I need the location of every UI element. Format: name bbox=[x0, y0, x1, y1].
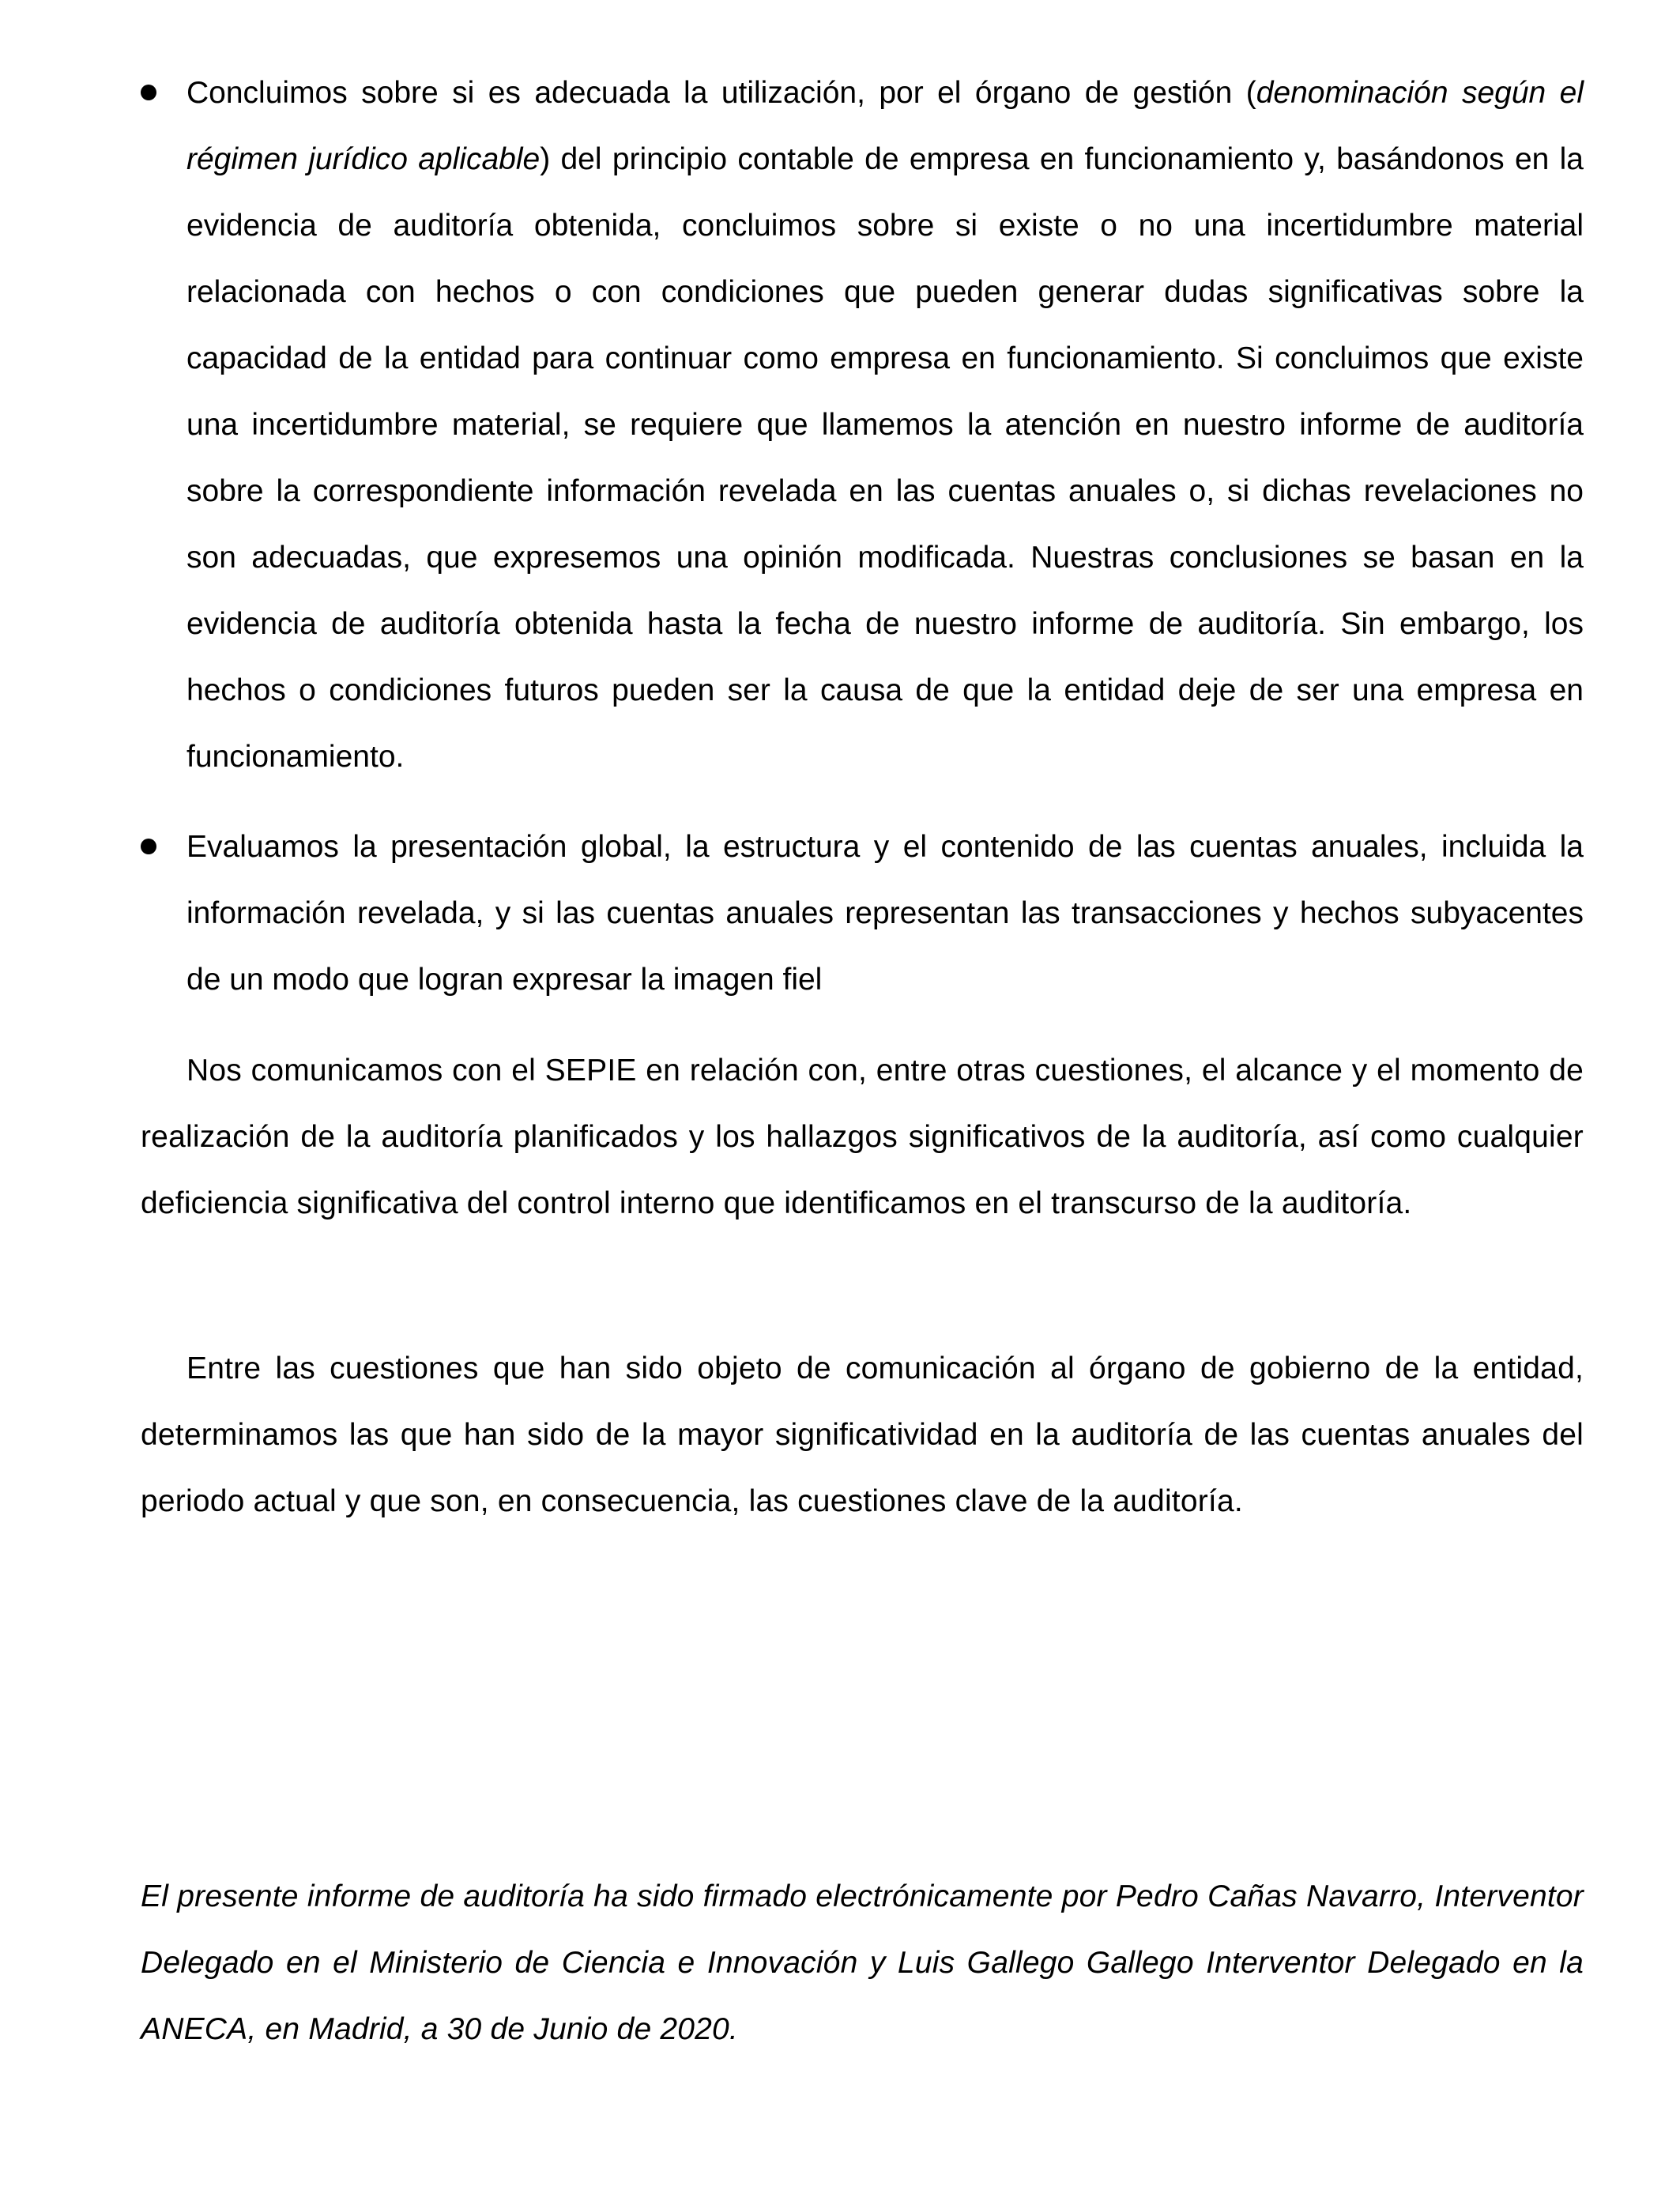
signature-statement: El presente informe de auditoría ha sido firmado electrónicamente por Pedro Cañas Navarro, Interventor Delegado en el Ministerio de Ciencia e Innovación y Luis Gallego Gallego Interventor Delegado en la ANECA, en Madrid, a 30 de Junio de 2020. bbox=[141, 1879, 1584, 2046]
bullet-icon bbox=[141, 85, 156, 100]
paragraph-key-matters: Entre las cuestiones que han sido objeto de comunicación al órgano de gobierno de la entidad, determinamos las que han sido de la mayor significatividad en la auditoría de las cuentas anuales del periodo actual y que son, en consecuencia, las cuestiones clave de la auditoría. bbox=[141, 1351, 1584, 1518]
bullet-text: Evaluamos la presentación global, la estructura y el contenido de las cuentas anuales, incluida la información revelada, y si las cuentas anuales representan las transacciones y hechos subyacentes de un modo que logran expresar la imagen fiel bbox=[186, 830, 1584, 997]
bullet-text-part: ) del principio contable de empresa en funcionamiento y, basándonos en la evidencia de auditoría obtenida, concluimos sobre si existe o no una incertidumbre material relacionada con hechos o con condiciones que pueden generar dudas significativas sobre la capacidad de la entidad para continuar como empresa en funcionamiento. Si concluimos que existe una incertidumbre material, se requiere que llamemos la atención en nuestro informe de auditoría sobre la correspondiente información revelada en las cuentas anuales o, si dichas revelaciones no son adecuadas, que expresemos una opinión modificada. Nuestras conclusiones se basan en la evidencia de auditoría obtenida hasta la fecha de nuestro informe de auditoría. Sin embargo, los hechos o condiciones futuros pueden ser la causa de que la entidad deje de ser una empresa en funcionamiento. bbox=[186, 142, 1584, 774]
bullet-icon bbox=[141, 839, 156, 854]
bullet-text-italic: denominación según el régimen jurídico aplicable bbox=[186, 76, 1584, 176]
bullet-text-part: Concluimos sobre si es adecuada la utilización, por el órgano de gestión ( bbox=[186, 76, 1256, 110]
bullet-text bbox=[186, 60, 1584, 790]
paragraph-communication: Nos comunicamos con el SEPIE en relación con, entre otras cuestiones, el alcance y el momento de realización de la auditoría planificados y los hallazgos significativos de la auditoría, así como cualquier deficiencia significativa del control interno que identificamos en el transcurso de la auditoría. bbox=[141, 1054, 1584, 1220]
